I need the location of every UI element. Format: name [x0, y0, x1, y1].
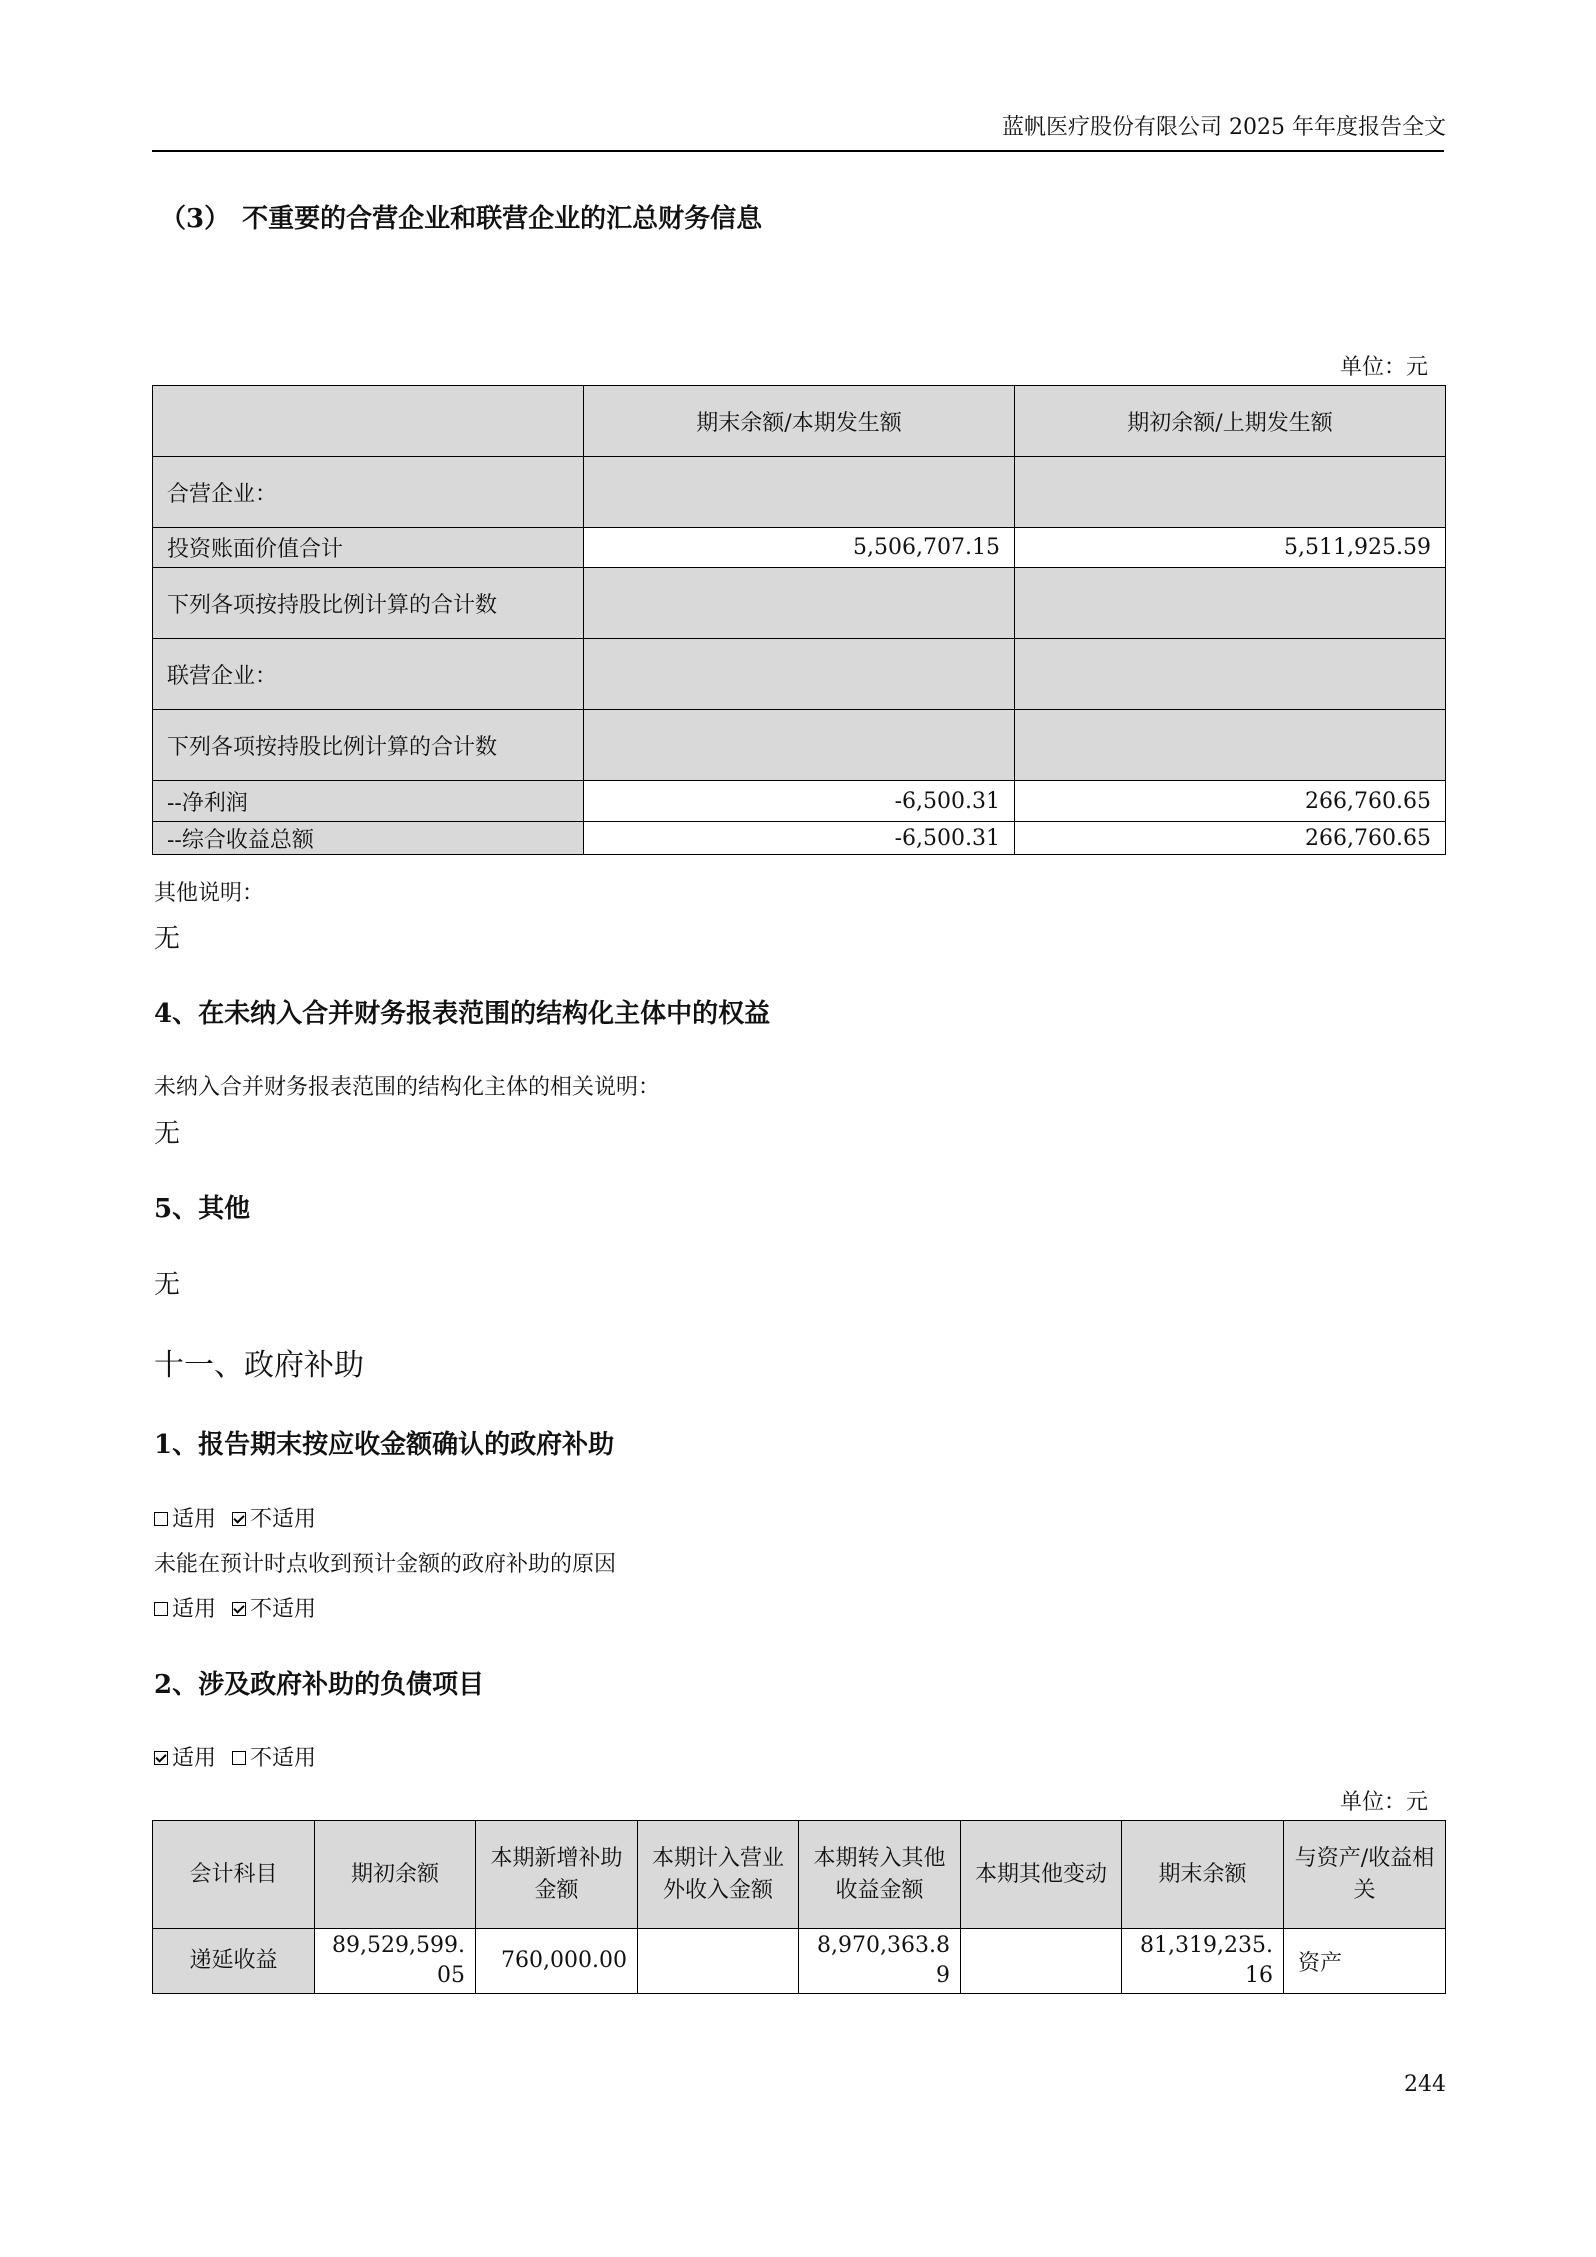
table-header-cell: 本期计入营业外收入金额	[638, 1821, 799, 1929]
sub2-heading-text: 2、涉及政府补助的负债项目	[154, 1670, 485, 1700]
section5-heading	[154, 1188, 250, 1225]
other-notes-label: 其他说明：	[154, 881, 265, 906]
table-header-cell: 会计科目	[153, 1821, 315, 1929]
applicable-label: 适用	[172, 1746, 217, 1771]
checkbox-checked-icon	[154, 1751, 168, 1765]
current-value: -6,500.31	[584, 781, 1015, 822]
to-other-income-cell: 8,970,363.89	[799, 1929, 961, 1994]
table-header-cell: 期末余额	[1122, 1821, 1284, 1929]
sub1-reason-applicability	[154, 1592, 332, 1623]
report-header-title: 蓝帆医疗股份有限公司 2025 年年度报告全文	[1002, 115, 1446, 140]
current-value	[584, 710, 1015, 781]
not-applicable-option[interactable]	[232, 1741, 316, 1772]
opening-balance-cell: 89,529,599.05	[315, 1929, 476, 1994]
section3-heading-num: （3）	[160, 204, 231, 234]
table-row	[153, 1929, 1446, 1994]
row-label: 下列各项按持股比例计算的合计数	[153, 568, 584, 639]
not-applicable-label: 不适用	[250, 1597, 317, 1622]
table-row	[153, 822, 1446, 855]
checkbox-empty-icon	[154, 1602, 168, 1616]
applicable-label: 适用	[172, 1597, 217, 1622]
row-label: 合营企业：	[153, 457, 584, 528]
sub2-applicability	[154, 1741, 332, 1772]
gov-grant-liability-table	[152, 1820, 1446, 1994]
table-header-cell: 本期其他变动	[961, 1821, 1122, 1929]
prior-value: 5,511,925.59	[1015, 528, 1446, 568]
current-value	[584, 639, 1015, 710]
section4-heading	[154, 993, 770, 1030]
table-row	[153, 457, 1446, 528]
section5-value: 无	[154, 1270, 181, 1300]
table-header-row	[153, 1821, 1446, 1929]
not-applicable-option[interactable]	[232, 1592, 316, 1623]
prior-value: 266,760.65	[1015, 781, 1446, 822]
row-label: 下列各项按持股比例计算的合计数	[153, 710, 584, 781]
sub1-heading-text: 1、报告期末按应收金额确认的政府补助	[154, 1430, 615, 1460]
sub1-reason-text: 未能在预计时点收到预计金额的政府补助的原因	[154, 1552, 617, 1577]
row-label: --净利润	[153, 781, 584, 822]
page-number: 244	[1404, 2072, 1446, 2097]
section4-value: 无	[154, 1119, 181, 1149]
current-value: 5,506,707.15	[584, 528, 1015, 568]
prior-value: 266,760.65	[1015, 822, 1446, 855]
table-header-cell: 期初余额	[315, 1821, 476, 1929]
section11-heading: 十一、政府补助	[154, 1348, 364, 1383]
section4-description: 未纳入合并财务报表范围的结构化主体的相关说明：	[154, 1075, 661, 1100]
table-header-cell: 本期新增补助金额	[476, 1821, 638, 1929]
section3-heading-text: 不重要的合营企业和联营企业的汇总财务信息	[242, 204, 763, 234]
table-header-cell	[153, 386, 584, 457]
unit-label: 单位：元	[1339, 1790, 1428, 1815]
table-header-cell: 与资产/收益相关	[1284, 1821, 1446, 1929]
current-value	[584, 568, 1015, 639]
not-applicable-label: 不适用	[250, 1746, 317, 1771]
table-row	[153, 568, 1446, 639]
applicable-label: 适用	[172, 1507, 217, 1532]
unit-label: 单位：元	[1339, 355, 1428, 380]
prior-value	[1015, 457, 1446, 528]
sub1-heading	[154, 1424, 614, 1461]
applicable-option[interactable]	[154, 1741, 216, 1772]
non-operating-income-cell	[638, 1929, 799, 1994]
table-header-row	[153, 386, 1446, 457]
other-changes-cell	[961, 1929, 1122, 1994]
section5-heading-text: 5、其他	[154, 1194, 251, 1224]
table-row	[153, 528, 1446, 568]
table-header-cell: 期末余额/本期发生额	[584, 386, 1015, 457]
row-label: --综合收益总额	[153, 822, 584, 855]
applicable-option[interactable]	[154, 1502, 216, 1533]
sub2-heading	[154, 1664, 484, 1701]
table-row	[153, 639, 1446, 710]
checkbox-empty-icon	[232, 1751, 246, 1765]
account-cell: 递延收益	[153, 1929, 315, 1994]
closing-balance-cell: 81,319,235.16	[1122, 1929, 1284, 1994]
applicable-option[interactable]	[154, 1592, 216, 1623]
section4-heading-text: 4、在未纳入合并财务报表范围的结构化主体中的权益	[154, 999, 771, 1029]
section3-heading	[160, 198, 762, 235]
current-value	[584, 457, 1015, 528]
table-header-cell: 期初余额/上期发生额	[1015, 386, 1446, 457]
header-divider	[152, 150, 1444, 152]
prior-value	[1015, 639, 1446, 710]
not-applicable-label: 不适用	[250, 1507, 317, 1532]
asset-income-related-cell: 资产	[1284, 1929, 1446, 1994]
jv-associate-summary-table	[152, 385, 1446, 855]
checkbox-checked-icon	[232, 1512, 246, 1526]
checkbox-checked-icon	[232, 1602, 246, 1616]
table-header-cell: 本期转入其他收益金额	[799, 1821, 961, 1929]
other-notes-value: 无	[154, 924, 181, 954]
current-value: -6,500.31	[584, 822, 1015, 855]
table-row	[153, 781, 1446, 822]
row-label: 联营企业：	[153, 639, 584, 710]
sub1-applicability	[154, 1502, 332, 1533]
prior-value	[1015, 710, 1446, 781]
prior-value	[1015, 568, 1446, 639]
table-row	[153, 710, 1446, 781]
checkbox-empty-icon	[154, 1512, 168, 1526]
row-label: 投资账面价值合计	[153, 528, 584, 568]
added-grant-cell: 760,000.00	[476, 1929, 638, 1994]
not-applicable-option[interactable]	[232, 1502, 316, 1533]
